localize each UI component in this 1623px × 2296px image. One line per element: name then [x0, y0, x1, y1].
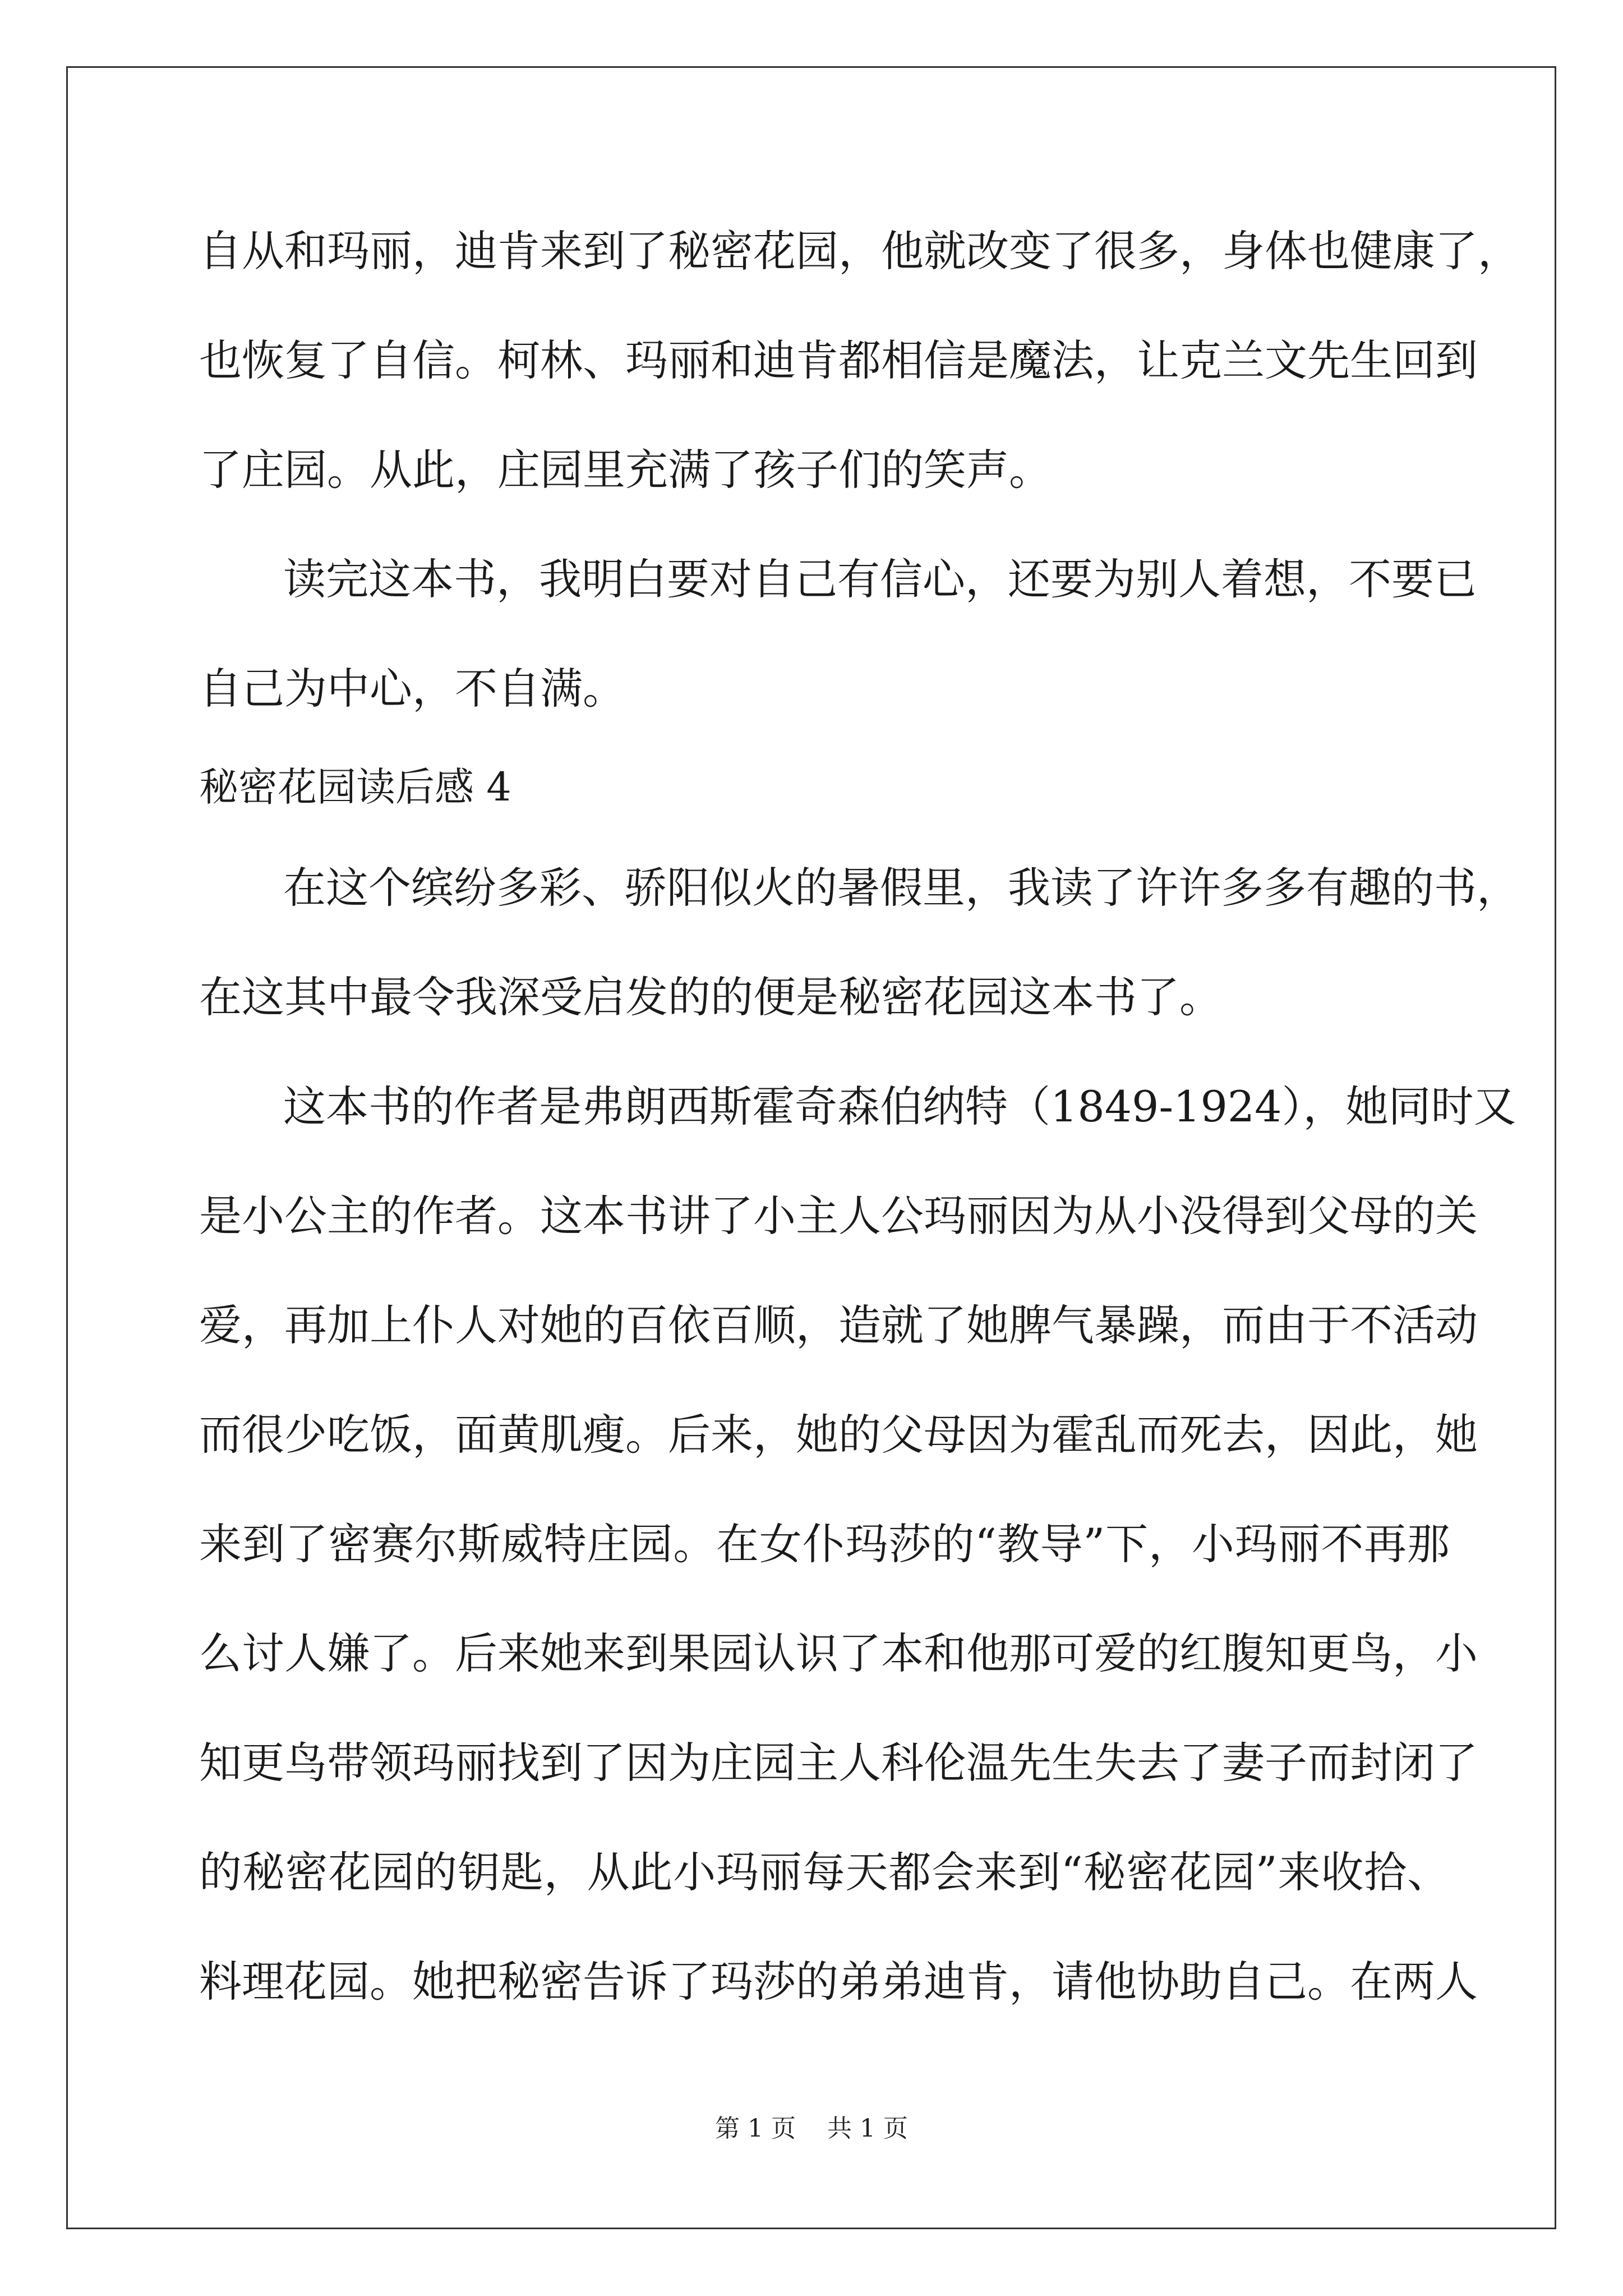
text-line: 读完这本书，我明白要对自己有信心，还要为别人着想，不要已	[283, 554, 1477, 604]
text-line: 么讨人嫌了。后来她来到果园认识了本和他那可爱的红腹知更鸟，小	[199, 1628, 1478, 1678]
page-number-footer: 第 1 页 共 1 页	[715, 2114, 908, 2143]
text-line: 了庄园。从此，庄园里充满了孩子们的笑声。	[199, 445, 1052, 495]
text-line: 知更鸟带领玛丽找到了因为庄园主人科伦温先生失去了妻子而封闭了	[199, 1738, 1478, 1788]
text-line: 自从和玛丽，迪肯来到了秘密花园，他就改变了很多，身体也健康了，	[199, 226, 1520, 276]
text-line: 的秘密花园的钥匙，从此小玛丽每天都会来到“秘密花园”来收拾、	[199, 1847, 1450, 1897]
text-line: 在这其中最令我深受启发的的便是秘密花园这本书了。	[199, 972, 1222, 1022]
text-line: 是小公主的作者。这本书讲了小主人公玛丽因为从小没得到父母的关	[199, 1191, 1478, 1241]
text-line: 料理花园。她把秘密告诉了玛莎的弟弟迪肯，请他协助自己。在两人	[199, 1957, 1478, 2007]
text-line: 自己为中心，不自满。	[199, 664, 625, 714]
text-line: 而很少吃饭，面黄肌瘦。后来，她的父母因为霍乱而死去，因此，她	[199, 1410, 1478, 1460]
section-heading: 秘密花园读后感 4	[199, 764, 511, 810]
text-line: 这本书的作者是弗朗西斯霍奇森伯纳特（1849-1924），她同时又	[283, 1082, 1516, 1131]
document-body	[199, 0, 1520, 2076]
text-line: 爱，再加上仆人对她的百依百顺，造就了她脾气暴躁，而由于不活动	[199, 1300, 1478, 1350]
text-line: 来到了密赛尔斯威特庄园。在女仆玛莎的“教导”下，小玛丽不再那	[199, 1519, 1450, 1569]
text-line: 也恢复了自信。柯林、玛丽和迪肯都相信是魔法，让克兰文先生回到	[199, 335, 1478, 385]
text-line: 在这个缤纷多彩、骄阳似火的暑假里，我读了许许多多有趣的书，	[283, 863, 1519, 913]
